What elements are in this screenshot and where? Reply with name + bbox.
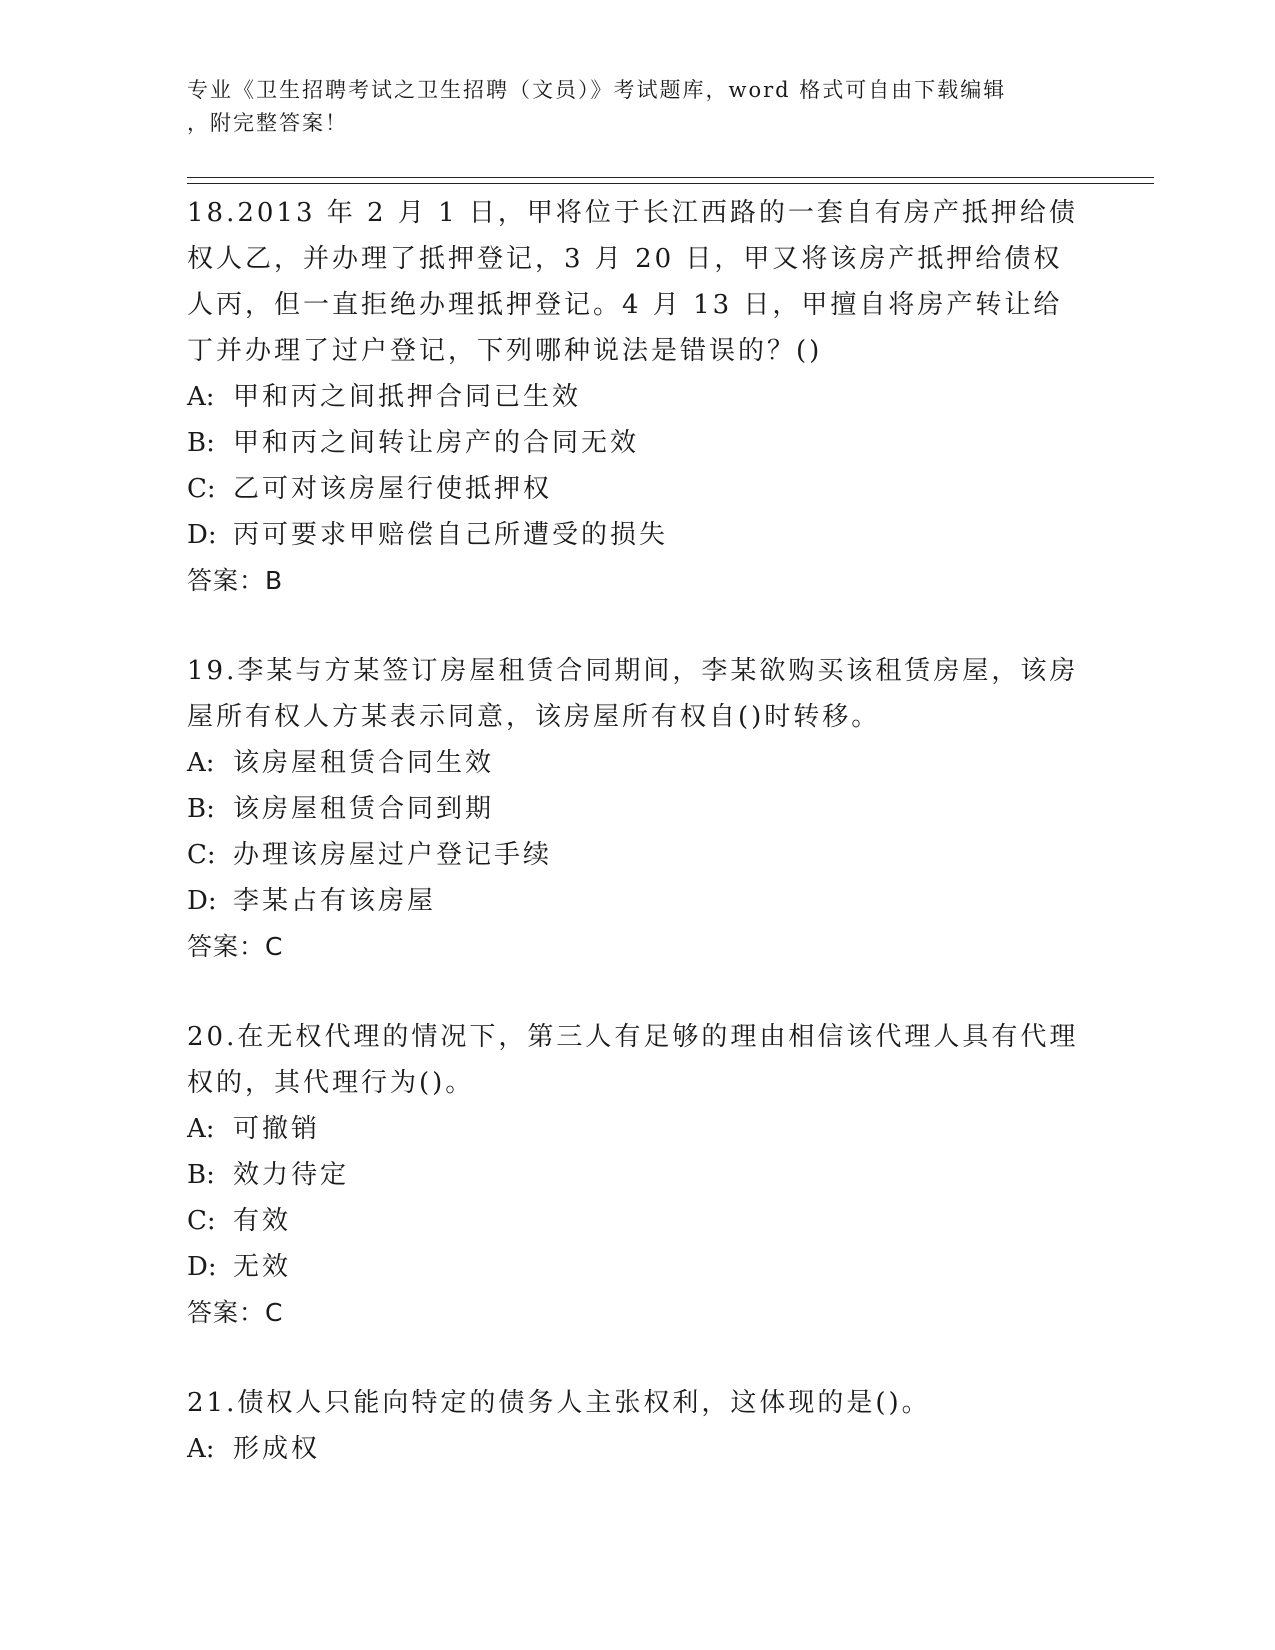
option-d [187,878,1087,924]
question-20 [187,1014,1087,1336]
option-a [187,1106,1087,1152]
option-a [187,374,1087,420]
option-letter: C: [187,474,216,504]
option-text: 可撤销 [233,1114,321,1144]
option-letter: B: [187,1160,215,1190]
option-text: 效力待定 [233,1160,350,1190]
option-c [187,466,1087,512]
option-text: 无效 [233,1252,292,1282]
option-text: 乙可对该房屋行使抵押权 [233,474,553,504]
option-letter: D: [187,886,217,916]
option-text: 甲和丙之间抵押合同已生效 [233,382,582,412]
question-list [187,190,1087,1516]
option-text: 办理该房屋过户登记手续 [233,840,553,870]
answer-line: 答案：C [187,932,284,961]
option-a [187,1426,1087,1472]
option-letter: A: [187,382,215,412]
answer-line: 答案：B [187,566,284,595]
document-header [187,74,1067,140]
option-text: 甲和丙之间转让房产的合同无效 [233,428,640,458]
header-line-2: ，附完整答案！ [187,111,348,135]
option-text: 形成权 [233,1434,321,1464]
option-b [187,1152,1087,1198]
answer-line: 答案：C [187,1298,284,1327]
option-letter: A: [187,1434,215,1464]
option-letter: C: [187,1206,216,1236]
option-b [187,420,1087,466]
question-18 [187,190,1087,604]
question-21 [187,1380,1087,1472]
question-19 [187,648,1087,970]
option-letter: B: [187,794,215,824]
option-text: 该房屋租赁合同生效 [233,748,495,778]
option-text: 该房屋租赁合同到期 [233,794,495,824]
option-letter: A: [187,1114,215,1144]
option-letter: D: [187,520,217,550]
option-text: 李某占有该房屋 [233,886,437,916]
question-stem: 19.李某与方某签订房屋租赁合同期间，李某欲购买该租赁房屋，该房屋所有权人方某表示同意，该房屋所有权自()时转移。 [187,656,1079,732]
option-letter: A: [187,748,215,778]
option-text: 有效 [233,1206,292,1236]
header-line-1: 专业《卫生招聘考试之卫生招聘（文员）》考试题库，word 格式可自由下载编辑 [187,78,1007,102]
option-c [187,832,1087,878]
option-c [187,1198,1087,1244]
option-letter: C: [187,840,216,870]
option-a [187,740,1087,786]
option-b [187,786,1087,832]
question-stem: 21.债权人只能向特定的债务人主张权利，这体现的是()。 [187,1388,931,1418]
header-divider-bottom [187,183,1154,184]
question-stem: 20.在无权代理的情况下，第三人有足够的理由相信该代理人具有代理权的，其代理行为()。 [187,1022,1079,1098]
option-d [187,512,1087,558]
header-divider-top [187,177,1154,178]
option-text: 丙可要求甲赔偿自己所遭受的损失 [233,520,669,550]
question-stem: 18.2013 年 2 月 1 日，甲将位于长江西路的一套自有房产抵押给债权人乙，并办理了抵押登记，3 月 20 日，甲又将该房产抵押给债权人丙，但一直拒绝办理抵押登记。4 月 13 日，甲擅自将房产转让给丁并办理了过户登记，下列哪种说法是错误的？() [187,198,1078,366]
option-d [187,1244,1087,1290]
option-letter: D: [187,1252,217,1282]
option-letter: B: [187,428,215,458]
